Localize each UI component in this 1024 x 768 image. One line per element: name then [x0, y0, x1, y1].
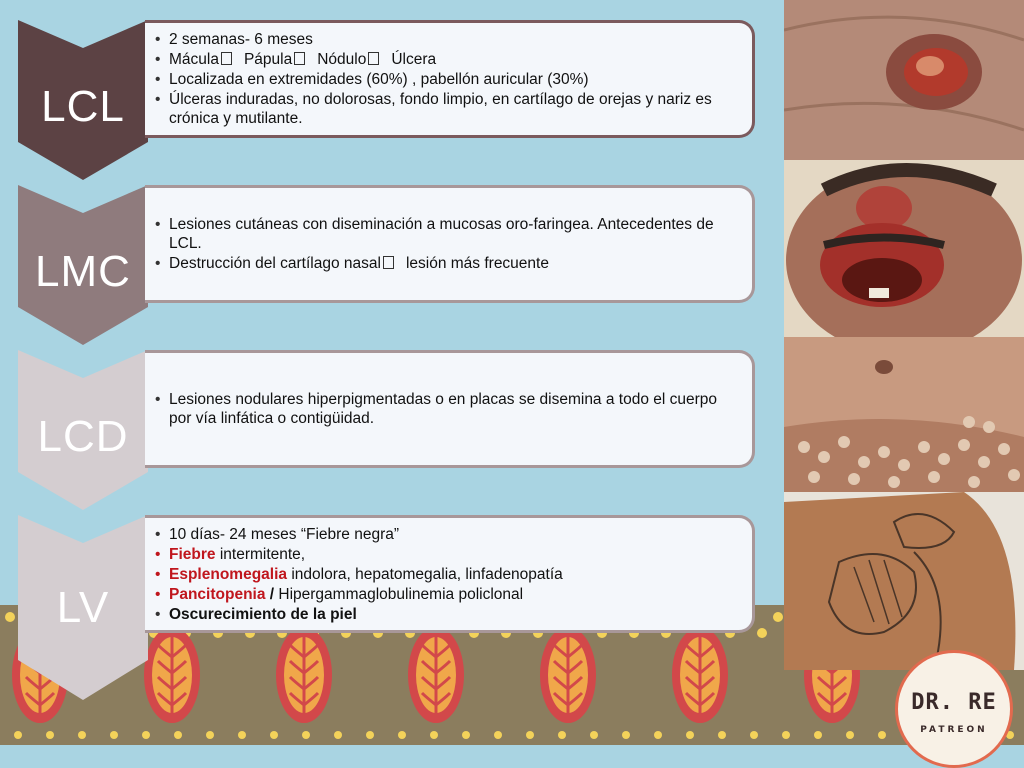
nodule-mark	[928, 471, 940, 483]
decorative-dot	[590, 731, 598, 739]
diffuse-nodules-photo	[784, 337, 1024, 492]
mucosal-lesion-photo	[784, 160, 1024, 337]
nodule-mark	[808, 471, 820, 483]
leaf-ornament	[144, 627, 200, 723]
nodule-mark	[968, 476, 980, 488]
abdomen-markings-photo	[784, 492, 1024, 670]
decorative-dot	[110, 731, 118, 739]
decorative-dot	[302, 731, 310, 739]
missing-glyph-icon	[368, 52, 379, 65]
decorative-dot	[750, 731, 758, 739]
decorative-dot	[14, 731, 22, 739]
chevron-lv	[18, 515, 148, 700]
decorative-dot	[782, 731, 790, 739]
nodule-mark	[838, 436, 850, 448]
decorative-dot	[462, 731, 470, 739]
nodule-mark	[848, 473, 860, 485]
decorative-dot	[718, 731, 726, 739]
decorative-dot	[654, 731, 662, 739]
decorative-dot	[494, 731, 502, 739]
decorative-dot	[334, 731, 342, 739]
leaf-ornament	[408, 627, 464, 723]
decorative-dot	[174, 731, 182, 739]
nodule-mark	[983, 421, 995, 433]
decorative-dot	[366, 731, 374, 739]
card-lmc	[145, 185, 755, 303]
section-label-lv: LV	[56, 583, 110, 632]
section-label-lmc: LMC	[35, 247, 131, 296]
chevron-lmc	[18, 185, 148, 345]
decorative-dot	[846, 731, 854, 739]
nodule-mark	[858, 456, 870, 468]
decorative-dot	[773, 612, 783, 622]
decorative-dot	[270, 731, 278, 739]
nodule-mark	[918, 441, 930, 453]
decorative-dot	[78, 731, 86, 739]
decorative-dot	[46, 731, 54, 739]
card-lcd	[145, 350, 755, 468]
card-lcl	[145, 20, 755, 138]
dr-re-logo	[895, 650, 1021, 765]
bullet-item: • Destrucción del cartílago nasal lesión más frecuente	[155, 254, 742, 273]
decorative-dot	[757, 628, 767, 638]
leaf-ornament	[276, 627, 332, 723]
missing-glyph-icon	[294, 52, 305, 65]
decorative-dot	[686, 731, 694, 739]
nodule-mark	[1008, 469, 1020, 481]
decorative-dot	[814, 731, 822, 739]
decorative-dot	[622, 731, 630, 739]
nodule-mark	[798, 441, 810, 453]
missing-glyph-icon	[221, 52, 232, 65]
decorative-dot	[206, 731, 214, 739]
nodule-mark	[898, 459, 910, 471]
leaf-ornament	[540, 627, 596, 723]
nodule-mark	[958, 439, 970, 451]
leaf-ornament	[672, 627, 728, 723]
section-label-lcd: LCD	[37, 412, 129, 461]
bullet-item: • 2 semanas- 6 meses	[155, 30, 742, 49]
chevron-lcd	[18, 350, 148, 510]
logo-title: DR. RE	[911, 690, 997, 715]
nodule-mark	[963, 416, 975, 428]
card-lv	[145, 515, 755, 633]
bullet-item: • 10 días- 24 meses “Fiebre negra”	[155, 525, 742, 544]
decorative-dot	[878, 731, 886, 739]
decorative-dot	[238, 731, 246, 739]
bullet-item: • Pancitopenia / Hipergammaglobulinemia policlonal	[155, 585, 742, 604]
section-label-lcl: LCL	[41, 82, 125, 131]
nodule-mark	[998, 443, 1010, 455]
decorative-dot	[398, 731, 406, 739]
bullet-item: • Localizada en extremidades (60%) , pabellón auricular (30%)	[155, 70, 742, 89]
decorative-dot	[142, 731, 150, 739]
nodule-mark	[878, 446, 890, 458]
decorative-dot	[5, 612, 15, 622]
nodule-mark	[818, 451, 830, 463]
missing-glyph-icon	[383, 256, 394, 269]
bullet-item: • Lesiones nodulares hiperpigmentadas o en placas se disemina a todo el cuerpo por vía linfática o contigüidad.	[155, 390, 742, 428]
nodule-mark	[978, 456, 990, 468]
decorative-dot	[430, 731, 438, 739]
skin-ulcer-photo	[784, 0, 1024, 160]
bullet-item: • Mácula Pápula Nódulo Úlcera	[155, 50, 742, 69]
nodule-mark	[888, 476, 900, 488]
bullet-item: • Lesiones cutáneas con diseminación a mucosas oro-faringea. Antecedentes de LCL.	[155, 215, 742, 253]
decorative-dot	[526, 731, 534, 739]
logo-subtitle: PATREON	[920, 725, 988, 735]
bullet-item: • Esplenomegalia indolora, hepatomegalia, linfadenopatía	[155, 565, 742, 584]
chevron-lcl	[18, 20, 148, 180]
decorative-dot	[558, 731, 566, 739]
bullet-item: • Úlceras induradas, no dolorosas, fondo limpio, en cartílago de orejas y nariz es crónica y mutilante.	[155, 90, 742, 128]
bullet-item: • Fiebre intermitente,	[155, 545, 742, 564]
bullet-item: • Oscurecimiento de la piel	[155, 605, 742, 624]
nodule-mark	[938, 453, 950, 465]
